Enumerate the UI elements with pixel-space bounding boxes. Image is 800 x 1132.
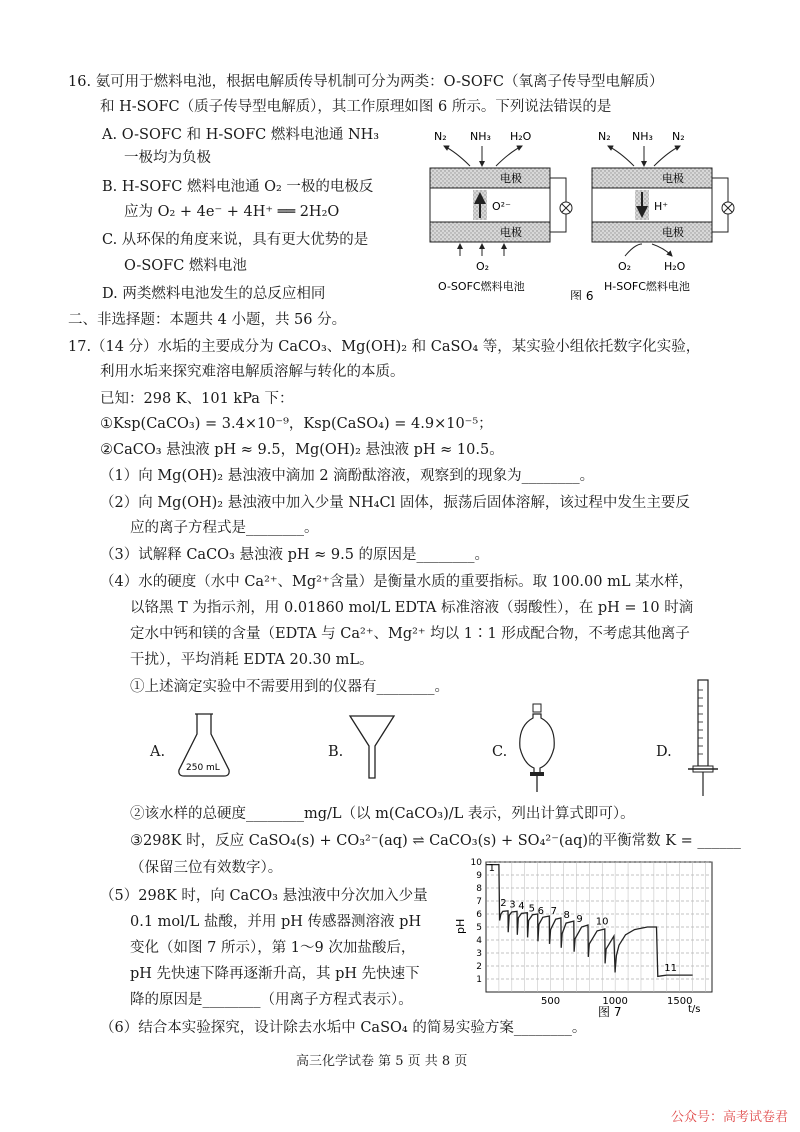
o-sofc-bottom-electrode: 电极	[500, 226, 522, 239]
q17-known-2: ②CaCO₃ 悬浊液 pH ≈ 9.5，Mg(OH)₂ 悬浊液 pH ≈ 10.5。	[100, 442, 504, 458]
q17-part4-sub1: ①上述滴定实验中不需要用到的仪器有________。	[130, 679, 449, 695]
o-sofc-top-label-1: N₂	[434, 130, 447, 143]
step-label: 8	[563, 909, 570, 921]
q16-stem-line1: 16. 氨可用于燃料电池，根据电解质传导机制可分为两类：O-SOFC（氧离子传导型电解质）	[68, 74, 664, 90]
funnel-icon	[348, 712, 396, 782]
h-sofc-cell	[570, 130, 734, 300]
q16-option-d: D. 两类燃料电池发生的总反应相同	[102, 286, 326, 302]
h-sofc-ion-label: H⁺	[654, 200, 669, 213]
y-tick-label: 3	[476, 949, 482, 959]
instrument-b-label: B.	[328, 744, 344, 760]
burette-icon	[684, 676, 724, 802]
y-tick-label: 8	[476, 884, 482, 894]
h-sofc-top-label-1: N₂	[598, 130, 611, 143]
step-label: 4	[518, 900, 525, 912]
q16-option-c-line1: C. 从环保的角度来说，具有更大优势的是	[102, 232, 369, 248]
o-sofc-top-label-2: NH₃	[470, 130, 491, 143]
x-axis-label: t/s	[688, 1004, 701, 1015]
q17-part3: （3）试解释 CaCO₃ 悬浊液 pH ≈ 9.5 的原因是________。	[100, 547, 490, 563]
y-tick-label: 6	[476, 910, 482, 920]
q17-known-1: ①Ksp(CaCO₃) = 3.4×10⁻⁹，Ksp(CaSO₄) = 4.9×10⁻⁵；	[100, 416, 493, 432]
x-tick-label: 1500	[666, 996, 693, 1007]
o-sofc-ion-label: O²⁻	[492, 200, 511, 213]
flask-volume-label: 250 mL	[186, 763, 220, 773]
q17-stem-line2: 利用水垢来探究难溶电解质溶解与转化的本质。	[100, 364, 405, 380]
q17-part1: （1）向 Mg(OH)₂ 悬浊液中滴加 2 滴酚酞溶液，观察到的现象为________。	[100, 468, 595, 484]
step-label: 10	[595, 916, 609, 928]
y-tick-label: 1	[476, 975, 482, 985]
o-sofc-top-label-3: H₂O	[510, 130, 532, 143]
x-tick-label: 1000	[602, 996, 628, 1007]
conical-flask-icon	[174, 710, 234, 780]
separatory-funnel-icon	[514, 702, 560, 794]
q17-stem-line1: 17.（14 分）水垢的主要成分为 CaCO₃、Mg(OH)₂ 和 CaSO₄ 等，某实验小组依托数字化实验，	[68, 339, 701, 355]
instrument-c-label: C.	[492, 744, 508, 760]
step-label: 3	[509, 899, 516, 911]
figure-7-ph-chart	[452, 854, 720, 1018]
q17-part5-line1: （5）298K 时，向 CaCO₃ 悬浊液中分次加入少量	[100, 888, 428, 904]
instrument-a-label: A.	[150, 744, 166, 760]
section-2-header: 二、非选择题：本题共 4 小题，共 56 分。	[68, 312, 347, 328]
q17-part5-line5: 降的原因是________（用离子方程式表示）。	[130, 992, 413, 1008]
q16-stem-line2: 和 H-SOFC（质子传导型电解质），其工作原理如图 6 所示。下列说法错误的是	[100, 99, 612, 115]
q17-part6: （6）结合本实验探究，设计除去水垢中 CaSO₄ 的简易实验方案________。	[100, 1020, 587, 1036]
instrument-d-label: D.	[656, 744, 672, 760]
o-sofc-bottom-label: O₂	[476, 260, 490, 273]
figure-6-label: 图 6	[570, 289, 594, 300]
q17-part4-sub2: ②该水样的总硬度________mg/L（以 m(CaCO₃)/L 表示，列出计算式即可）。	[130, 806, 635, 822]
q16-option-c-line2: O-SOFC 燃料电池	[124, 258, 247, 274]
x-tick-label: 500	[541, 996, 561, 1007]
page-footer: 高三化学试卷 第 5 页 共 8 页	[296, 1054, 468, 1069]
h-sofc-top-label-3: N₂	[672, 130, 685, 143]
q16-option-a-line2: 一极均为负极	[124, 150, 211, 166]
h-sofc-top-electrode: 电极	[662, 172, 684, 185]
q16-option-a-line1: A. O-SOFC 和 H-SOFC 燃料电池通 NH₃	[102, 127, 380, 143]
q16-option-b-line1: B. H-SOFC 燃料电池通 O₂ 一极的电极反	[102, 179, 374, 195]
h-sofc-top-label-2: NH₃	[632, 130, 653, 143]
figure-6	[420, 122, 750, 300]
q17-part4-line2: 以铬黑 T 为指示剂，用 0.01860 mol/L EDTA 标准溶液（弱酸性），在 pH = 10 时滴	[130, 600, 694, 616]
q17-part2-line2: 应的离子方程式是________。	[130, 520, 319, 536]
q17-part4-sub3: ③298K 时，反应 CaSO₄(s) + CO₃²⁻(aq) ⇌ CaCO₃(s) + SO₄²⁻(aq)的平衡常数 K = ______	[130, 833, 741, 849]
step-label: 11	[664, 963, 677, 975]
y-axis-label: pH	[454, 918, 467, 934]
y-tick-label: 10	[470, 858, 482, 868]
q17-part5-line3: 变化（如图 7 所示），第 1～9 次加盐酸后，	[130, 940, 416, 956]
o-sofc-caption: O-SOFC燃料电池	[438, 280, 525, 293]
step-label: 2	[500, 898, 507, 910]
h-sofc-caption: H-SOFC燃料电池	[604, 280, 690, 293]
y-tick-label: 2	[476, 962, 482, 972]
y-tick-label: 9	[476, 871, 482, 881]
q17-part5-line2: 0.1 mol/L 盐酸，并用 pH 传感器测溶液 pH	[130, 914, 422, 930]
step-label: 6	[537, 906, 545, 917]
step-label: 1	[488, 863, 495, 875]
q17-part4-line1: （4）水的硬度（水中 Ca²⁺、Mg²⁺含量）是衡量水质的重要指标。取 100.00 mL 某水样，	[100, 574, 694, 590]
y-tick-label: 4	[476, 936, 482, 946]
watermark: 公众号：高考试卷君	[670, 1110, 788, 1125]
q17-part4-line4: 干扰），平均消耗 EDTA 20.30 mL。	[130, 652, 374, 668]
o-sofc-top-electrode: 电极	[500, 172, 522, 185]
q17-known: 已知：298 K、101 kPa 下：	[100, 391, 294, 407]
h-sofc-bottom-label-1: O₂	[618, 260, 632, 273]
figure-7-label: 图 7	[598, 1005, 622, 1018]
q17-part4-line3: 定水中钙和镁的含量（EDTA 与 Ca²⁺、Mg²⁺ 均以 1∶1 形成配合物，不考虑其他离子	[130, 626, 690, 642]
o-sofc-cell	[430, 130, 572, 293]
q16-option-b-line2: 应为 O₂ + 4e⁻ + 4H⁺ ══ 2H₂O	[124, 204, 340, 220]
step-label: 7	[550, 906, 557, 917]
q17-part4-sub3-note: （保留三位有效数字）。	[130, 860, 283, 876]
h-sofc-bottom-electrode: 电极	[662, 226, 684, 239]
step-label: 9	[576, 913, 583, 925]
q17-part5-line4: pH 先快速下降再逐渐升高，其 pH 先快速下	[130, 966, 420, 982]
y-tick-label: 7	[476, 897, 482, 907]
y-tick-label: 5	[476, 923, 482, 933]
q17-part2-line1: （2）向 Mg(OH)₂ 悬浊液中加入少量 NH₄Cl 固体，振荡后固体溶解，该过程中发生主要反	[100, 495, 690, 511]
step-label: 5	[528, 903, 535, 915]
h-sofc-bottom-label-2: H₂O	[664, 260, 686, 273]
